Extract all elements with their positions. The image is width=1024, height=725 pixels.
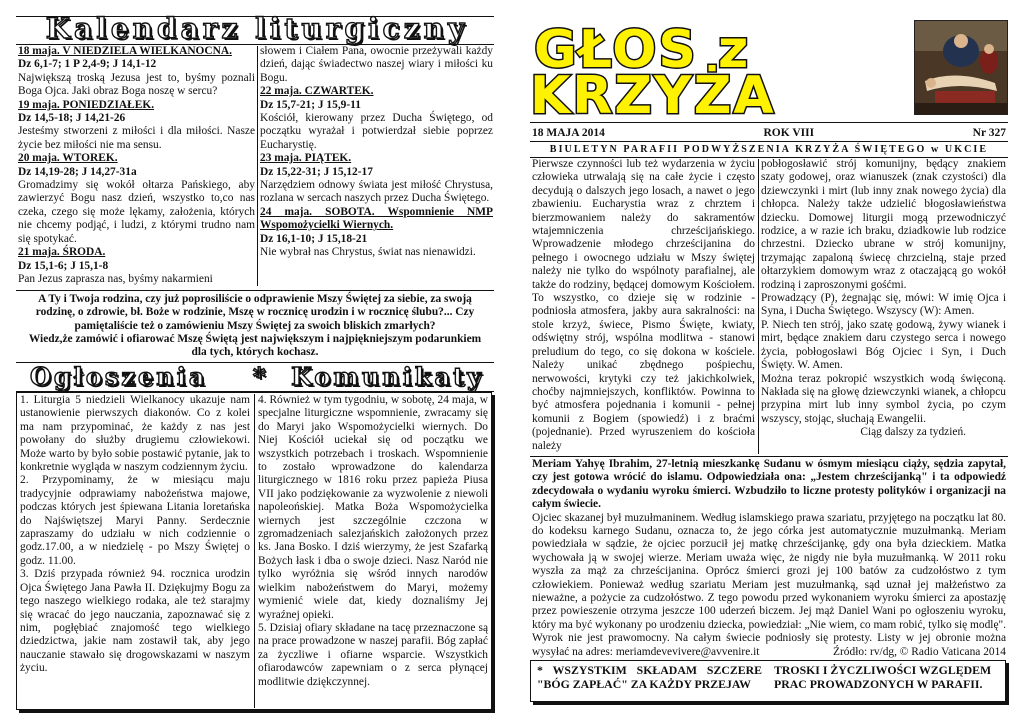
calendar-readings: Dz 14,5-18; J 14,21-26 xyxy=(18,112,126,125)
announcement-item: 4. Również w tym tygodniu, w sobotę, 24 maja, w specjalne liturgiczne wspomnienie, zwracamy się do Maryi jako Wspomożycielki wiernych. Do Niej Kościół uciekał się od początku we wszystkich potrzebach i troskach. Wspomnienie to zostało wprowadzone do kalendarza liturgicznego w 1816 roku przez papieża Piusa VII jako podziękowanie za wyzwolenie z niewoli napoleońskiej. Matka Boża Wspomożycielka wiernych jest szczególnie czczona w zgromadzeniach salezjańskich założonych przez ks. Jana Bosko. I dziś wierzymy, że jest Szafarką Bożych łask i dba o swoje dzieci. Nasz Naród nie tylko wyróżnia się wśród innych narodów wielkim nabożeństwem do Maryi, możemy wymienić wiele dat, kiedy doznaliśmy Jej wyraźnej opieki. xyxy=(258,394,488,621)
footer-box xyxy=(530,660,1006,702)
column-divider xyxy=(257,46,258,286)
footer-right: TROSKI I ŻYCZLIWOŚCI WZGLĘDEM PRAC PROWADZONYCH W PARAFII. xyxy=(774,663,992,691)
calendar-reflection: Kościół, kierowany przez Ducha Świętego, od początku wyrażał i potwierdzał siebie poprzez Eucharystię. xyxy=(260,112,493,151)
column-divider xyxy=(254,394,255,708)
calendar-readings: Dz 16,1-10; J 15,18-21 xyxy=(260,232,368,245)
announcement-item: 3. Dziś przypada również 94. rocznica urodzin Ojca Świętego Jana Pawła II. Dziękujmy Bogu za tego naszego wielkiego rodaka, ale też starajmy się wracać do jego nauczania, zapoznawać się z nim, pogłębiać znajomość tego wielkiego dziedzictwa, jakie nam zostawił tak, aby jego nauczanie stawało się drogowskazami w naszym życiu. xyxy=(20,568,250,675)
meriam-lead: Meriam Yahyę Ibrahim, 27-letnią mieszkankę Sudanu w ósmym miesiącu ciąży, sędzia zapytał, czy jest gotowa wrócić do islamu. Odpowiedziała ona: „Jestem chrześcijanką" i ta odpowiedź zdecydowała o wydaniu wyroku śmierci. Wzbudziło to liczne protesty polityków i organizacji na całym świecie. xyxy=(532,458,1006,511)
masthead-title-line2: KRZYŻA xyxy=(530,66,776,126)
calendar-reflection: słowem i Ciałem Pana, owocnie przeżywali każdy dzień, dając świadectwo naszej wiary i miłości ku Bogu. xyxy=(260,45,493,84)
calendar-heading: Kalendarz liturgiczny xyxy=(45,12,469,45)
calendar-readings: Dz 15,7-21; J 15,9-11 xyxy=(260,98,361,111)
issue-info xyxy=(532,126,1006,140)
calendar-col-right xyxy=(260,45,493,260)
calendar-date: 23 maja. PIĄTEK. xyxy=(260,152,352,165)
calendar-reflection: Narzędziem odnowy świata jest miłość Chrystusa, rozlana w sercach naszych przez Ducha Świętego. xyxy=(260,179,493,205)
meriam-source: Źródło: rv/dg, © Radio Vaticana 2014 xyxy=(833,645,1006,658)
masthead-title-line1: GŁOS z xyxy=(534,20,751,80)
article-paragraph: P. Niech ten strój, jako szatę godową, żywy wianek i mirt, będące znakiem daru czystego serca i nowego życia, pobłogosławi Bóg Ojciec i Syn, i Duch Święty. W. Amen. xyxy=(761,318,1006,372)
calendar-reflection: Gromadzimy się wokół ołtarza Pańskiego, aby zawierzyć Bogu nasz dzień, wszystko to,co nas czeka, czego się może lękamy, założenia, których nie chcemy podjąć, i ludzi, z którymi trudno nam się spotykać. xyxy=(18,179,255,245)
mass-notice-line: Wiedz,że zamówić i ofiarować Mszę Świętą jest największym i najpiękniejszym podarunkiem dla tych, których kochasz. xyxy=(28,332,482,359)
announcement-item: 2. Przypominamy, że w miesiącu maju tradycyjnie odprawiamy nabożeństwa majowe, podczas których jest śpiewana Litania loretańska do Najświętszej Maryi Panny. Serdecznie zapraszamy do udziału w nich codziennie o godz.17.00, a w niedzielę - po Mszy Świętej o godz. 11.00. xyxy=(20,474,250,567)
mass-notice xyxy=(22,293,488,359)
calendar-date: 19 maja. PONIEDZIAŁEK. xyxy=(18,98,155,111)
calendar-date: 21 maja. ŚRODA. xyxy=(18,246,106,259)
calendar-entry xyxy=(18,152,255,246)
calendar-entry xyxy=(18,246,255,286)
issue-number: Nr 327 xyxy=(972,127,1006,139)
article-paragraph: Można teraz pokropić wszystkich wodą święconą. Nakłada się na głowę dziewczynki wianek, a chłopcu przypina mirt lub inny symbol życia, po czym wszyscy, stojąc, słuchają Ewangelii. xyxy=(761,372,1006,425)
calendar-date: 20 maja. WTOREK. xyxy=(18,152,118,165)
calendar-readings: Dz 15,1-6; J 15,1-8 xyxy=(18,259,109,272)
calendar-entry xyxy=(260,85,493,152)
article-continued: Ciąg dalszy za tydzień. xyxy=(860,426,966,439)
bulletin-subtitle: BIULETYN PARAFII PODWYŻSZENIA KRZYŻA ŚWIĘTEGO w UKCIE xyxy=(549,144,989,155)
announcement-item: 1. Liturgia 5 niedzieli Wielkanocy ukazuje nam ustanowienie pierwszych diakonów. Co z kolei ma nam przypominać, że każdy z nas jest powołany do służby drugiemu człowiekowi. Może warto by było sobie postawić pytanie, jak to konkretnie wygląda w naszym codziennym życiu. xyxy=(20,394,250,474)
calendar-readings: Dz 14,19-28; J 14,27-31a xyxy=(18,165,137,178)
calendar-entry xyxy=(260,206,493,260)
calendar-entry xyxy=(260,152,493,206)
meriam-article xyxy=(532,458,1006,659)
mass-notice-line: A Ty i Twoja rodzina, czy już poprosiliście o odprawienie Mszy Świętej za siebie, za swoją rodzinę, o zdrowie, bł. Boże w rodzinie, Mszę w rocznicę urodzin i w rocznicę ślubu?... Czy pamiętaliście też o zamówieniu Mszy Świętej za swoich bliskich zmarłych? xyxy=(35,293,475,332)
announcements-col-right xyxy=(258,394,488,689)
calendar-date: 24 maja. SOBOTA. Wspomnienie NMP Wspomożycielki Wiernych. xyxy=(260,205,493,232)
pieta-image xyxy=(914,20,1008,115)
article-paragraph: Prowadzący (P), żegnając się, mówi: W imię Ojca i Syna, i Ducha Świętego. Wszyscy (W): Amen. xyxy=(761,292,1006,318)
divider xyxy=(530,141,1008,142)
meriam-body: Ojciec skazanej był muzułmaninem. Według islamskiego prawa szariatu, przyjętego na początku lat 80. do kodeksu karnego Sudanu, oznacza to, że jego córka jest automatycznie muzułmanką. Meriam powiedziała w sądzie, że ojciec porzucił jej matkę chrześcijankę, gdy ona była dzieckiem. Matka wychowała ją w swojej wierze. Meriam uważa więc, że nigdy nie była muzułmanką. W 2011 roku wyszła za mąż za chrześcijanina. Oprócz śmierci grozi jej 100 batów za cudzołóstwo z tym człowiekiem. Ponieważ według szariatu Meriam jest muzułmanką, sąd uznał jej małżeństwo za nieważne, a pożycie za cudzołóstwo. Z tego powodu przed wykonaniem wyroku śmierci za apostazję przez powieszenie otrzyma jeszcze 100 uderzeń biczem. Jej mąż Daniel Wani po ogłoszeniu wyroku, który ma być wykonany po urodzeniu dziecka, powiedział: „Nie wiem, co mam robić, tylko się modlę". Wyrok nie jest prawomocny. Na całym świecie podniosły się protesty. Listy w jej obronie można wysyłać na adres: meriamdevevivere@avvenire.it xyxy=(532,511,1006,658)
issue-year: ROK VIII xyxy=(763,127,815,139)
footer-left: * WSZYSTKIM SKŁADAM SZCZERE "BÓG ZAPŁAĆ" ZA KAŻDY PRZEJAW xyxy=(537,663,762,691)
calendar-entry xyxy=(18,99,255,153)
divider xyxy=(16,290,494,291)
calendar-entry xyxy=(18,45,255,99)
announcements-col-left xyxy=(20,394,250,676)
calendar-reflection: Nie wybrał nas Chrystus, świat nas nienawidzi. xyxy=(260,246,476,259)
announcements-heading: Ogłoszenia * Komunikaty xyxy=(29,362,485,391)
calendar-readings: Dz 6,1-7; 1 P 2,4-9; J 14,1-12 xyxy=(18,58,157,71)
article-col-left: Pierwsze czynności lub też wydarzenia w życiu człowieka utrwalają się na całe życie i często decydują o dalszych jego losach, a nawet o jego zbawieniu. Eucharystia wraz z chrztem i bierzmowaniem należy do sakramentów wtajemniczenia chrześcijańskiego. Wprowadzenie młodego chrześcijanina do pełnego i owocnego udziału w Mszy świętej należy nie tylko do wspólnoty parafialnej, ale także do rodziny, będącej domowym Kościołem. To wszystko, co dzieje się w rodzinie - podniosła atmosfera, jakby aura sakralności: na stole krzyż, świece, Pismo Święte, kwiaty, odświętny strój, wspólna modlitwa - stanowi preludium do tego, co się dokona w kościele. Należy unikać zbędnego pośpiechu, nerwowości, krytyki czy też jakichkolwiek, choćby najmniejszych, konfliktów. Powinna to być atmosfera pojednania i komunii - pełnej komunii z Bogiem (spowiedź) i z braćmi (pojednanie). Przed wyruszeniem do kościoła należy xyxy=(532,158,755,452)
pieta-painting-icon xyxy=(915,21,1008,115)
calendar-readings: Dz 15,22-31; J 15,12-17 xyxy=(260,165,373,178)
calendar-date: 22 maja. CZWARTEK. xyxy=(260,85,374,98)
issue-date: 18 MAJA 2014 xyxy=(532,127,605,139)
column-divider xyxy=(758,159,759,454)
calendar-reflection: Pan Jezus zaprasza nas, byśmy nakarmieni xyxy=(18,272,213,285)
article-col-right xyxy=(761,158,1006,440)
article-paragraph: pobłogosławić strój komunijny, będący znakiem szaty godowej, oraz wianuszek (znak czystości) dla dziewczynki i mirt (lub inny znak nowego życia) dla chłopca. Należy także udzielić błogosławieństwa dziecku. Domowej liturgii mogą przewodniczyć rodzice, a w razie ich braku, dziadkowie lub rodzice chrzestni. Dziecko ubrane w strój komunijny, trzymając zapaloną świecę chrzcielną, staje przed ołtarzykiem domowym wraz z otaczającą go wokół rodziną i zaproszonymi gośćmi. xyxy=(761,158,1006,291)
divider xyxy=(530,122,1008,123)
calendar-col-left xyxy=(18,45,255,286)
divider xyxy=(530,456,1008,457)
announcement-item: 5. Dzisiaj ofiary składane na tacę przeznaczone są na prace prowadzone w naszej parafii. Bóg zapłać za życzliwe i ofiarne wsparcie. Wszystkich ofiarodawców zapewniam o z serca płynącej modlitwie dziękczynnej. xyxy=(258,621,488,688)
calendar-date: 18 maja. V NIEDZIELA WIELKANOCNA. xyxy=(18,45,232,57)
calendar-reflection: Jesteśmy stworzeni z miłości i dla miłości. Nasze życie bez miłości nie ma sensu. xyxy=(18,125,255,151)
calendar-reflection: Największą troską Jezusa jest to, byśmy poznali Boga Ojca. Jaki obraz Boga noszę w sercu? xyxy=(18,71,255,98)
